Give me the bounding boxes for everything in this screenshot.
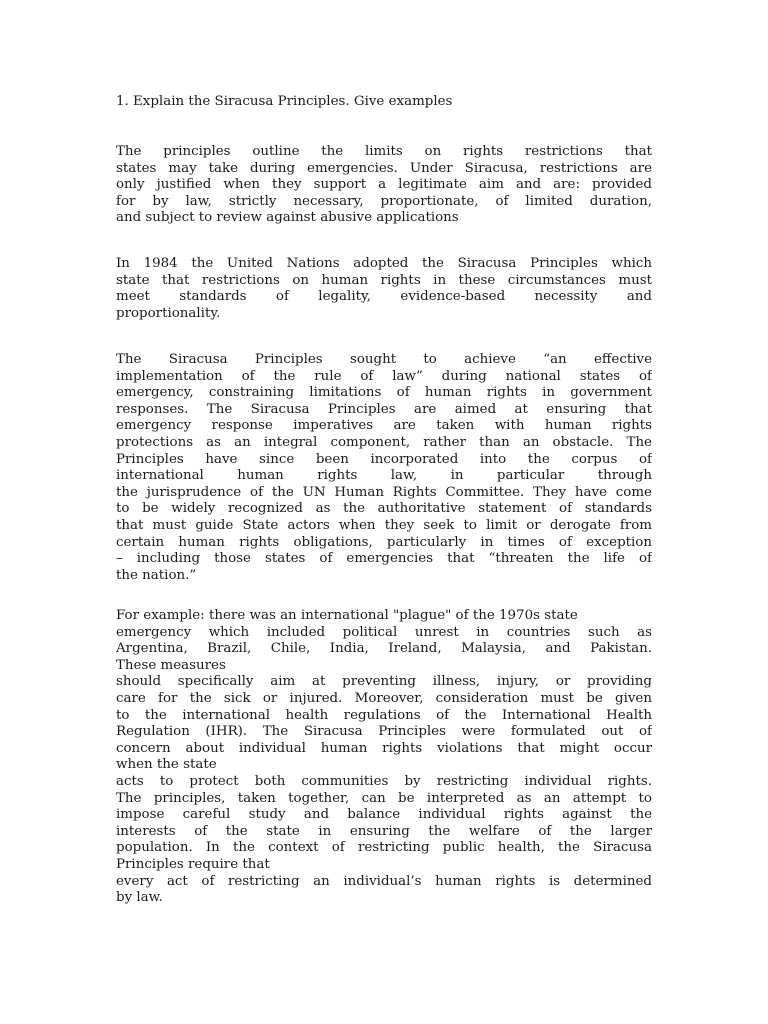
text-line: for by law, strictly necessary, proportionate, of limited duration, [116, 193, 652, 209]
text-line: The principles outline the limits on rights restrictions that [116, 144, 652, 159]
text-line: should specifically aim at preventing illness, injury, or providing [116, 674, 652, 690]
text-line: concern about individual human rights violations that might occur [116, 740, 652, 756]
text-line: when the state [116, 757, 217, 773]
text-line: to the international health regulations of the International Health [116, 707, 652, 723]
text-line: The Siracusa Principles sought to achieve “an effective [116, 352, 652, 367]
text-line: meet standards of legality, evidence-based necessity and [116, 289, 652, 305]
text-line: the nation.” [116, 567, 197, 583]
text-line: Principles require that [116, 857, 270, 872]
text-line: – including those states of emergencies that “threaten the life of [116, 551, 652, 567]
text-line: For example: there was an international "plague" of the 1970s state [116, 608, 578, 623]
text-line: protections as an integral component, rather than an obstacle. The [116, 435, 652, 450]
text-line: certain human rights obligations, particularly in times of exception [116, 534, 652, 550]
text-line: Regulation (IHR). The Siracusa Principles were formulated out of [116, 724, 652, 740]
text-line: The principles, taken together, can be interpreted as an attempt to [116, 790, 652, 806]
text-line: international human rights law, in particular through [116, 468, 652, 484]
text-line: and subject to review against abusive applications [116, 210, 459, 226]
text-line: emergency which included political unrest in countries such as [116, 624, 652, 640]
page-title: 1. Explain the Siracusa Principles. Give examples [116, 94, 453, 109]
text-line: care for the sick or injured. Moreover, consideration must be given [116, 691, 652, 706]
text-line: only justified when they support a legitimate aim and are: provided [116, 177, 652, 193]
text-line: Argentina, Brazil, Chile, India, Ireland, Malaysia, and Pakistan. [116, 641, 652, 657]
text-line: emergency, constraining limitations of human rights in government [116, 385, 652, 401]
text-line: proportionality. [116, 305, 221, 321]
text-line: state that restrictions on human rights in these circumstances must [116, 272, 652, 288]
text-line: states may take during emergencies. Under Siracusa, restrictions are [116, 160, 652, 176]
text-line: interests of the state in ensuring the welfare of the larger [116, 823, 652, 839]
text-line: implementation of the rule of law” during national states of [116, 368, 652, 384]
text-line: emergency response imperatives are taken with human rights [116, 418, 652, 434]
text-line: acts to protect both communities by restricting individual rights. [116, 774, 652, 789]
text-line: to be widely recognized as the authoritative statement of standards [116, 501, 652, 517]
text-line: Principles have since been incorporated into the corpus of [116, 451, 652, 467]
text-line: responses. The Siracusa Principles are aimed at ensuring that [116, 401, 652, 417]
text-line: by law. [116, 890, 163, 906]
text-line: impose careful study and balance individual rights against the [116, 807, 652, 823]
text-line: population. In the context of restricting public health, the Siracusa [116, 840, 652, 856]
text-line: the jurisprudence of the UN Human Rights Committee. They have come [116, 484, 652, 500]
text-line: that must guide State actors when they seek to limit or derogate from [116, 518, 652, 533]
text-line: In 1984 the United Nations adopted the Siracusa Principles which [116, 256, 652, 271]
text-line: These measures [116, 657, 226, 673]
text-line: every act of restricting an individual’s human rights is determined [116, 873, 652, 889]
